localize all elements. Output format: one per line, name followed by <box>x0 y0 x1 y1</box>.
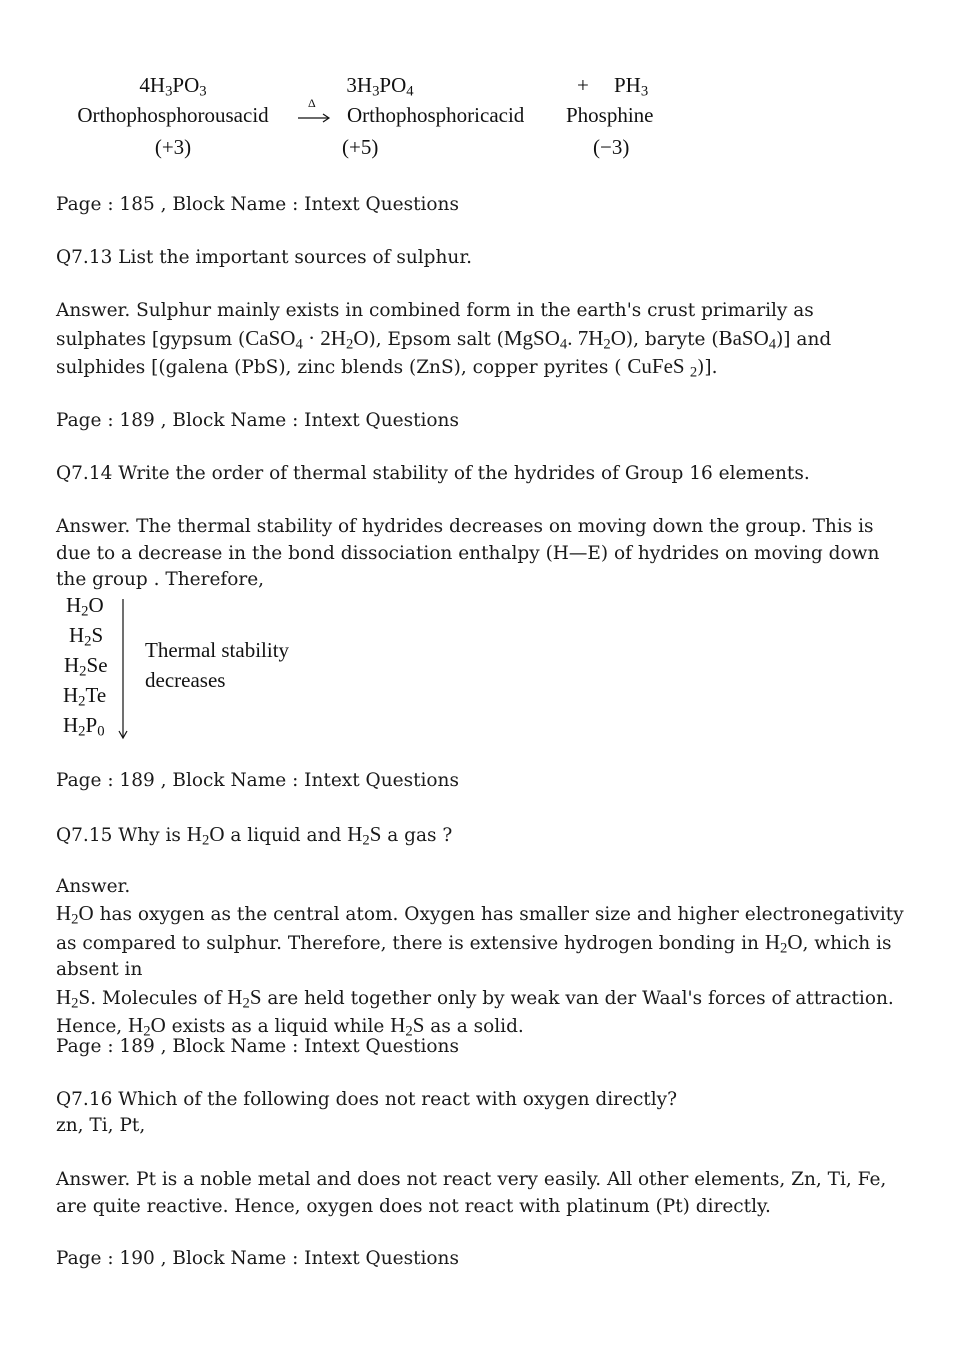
down-arrow-icon <box>116 597 130 743</box>
answer-7-14: Answer. The thermal stability of hydrides decreases on moving down the group. This is due to a decrease in the bond dissociation enthalpy (H—E) of hydrides on moving down the group . Therefore, <box>56 516 880 590</box>
hydride-h2po: $H_2P_0$ <box>63 713 105 740</box>
page-reference: Page : 185 , Block Name : Intext Questions <box>56 194 459 215</box>
question-7-16: Q7.16 Which of the following does not react with oxygen directly? <box>56 1089 678 1110</box>
page-reference: Page : 190 , Block Name : Intext Questions <box>56 1248 459 1269</box>
reactant-formula: $4H_3PO_3$ <box>139 73 207 100</box>
answer-7-16: Answer. Pt is a noble metal and does not react very easily. All other elements, Zn, Ti, Fe, are quite reactive. Hence, oxygen does not react with platinum (Pt) directly. <box>56 1169 887 1217</box>
page-reference: Page : 189 , Block Name : Intext Questions <box>56 410 459 431</box>
hydride-h2se: $H_2Se$ <box>64 653 108 680</box>
page-reference: Page : 189 , Block Name : Intext Questions <box>56 770 459 791</box>
heat-symbol: Δ <box>308 96 316 110</box>
options-7-16: zn, Ti, Pt, <box>56 1115 146 1136</box>
product1-name: Orthophosphoricacid <box>347 103 525 127</box>
product1-oxidation-state: (+5) <box>342 135 379 159</box>
answer-7-15: $H_2O$ has oxygen as the central atom. Oxygen has smaller size and higher electronegativity as compared to sulphur. Therefore, there is extensive hydrogen bonding in $H_2O$, which is absent in $H_2S$. Molecules of $H_2S$ are held together only by weak van der Waal's forces of attraction. Hence, $H_2O$ exists as a liquid while $H_2S$ as a solid. <box>56 901 904 1040</box>
reaction-arrow <box>296 98 332 128</box>
product1-formula: $3H_3PO_4$ <box>346 73 414 100</box>
question-7-15: Q7.15 Why is $H_2O$ a liquid and $H_2S$ a gas ? <box>56 822 453 849</box>
trend-label-line1: Thermal stability <box>145 638 290 662</box>
hydride-h2te: $H_2Te$ <box>63 683 107 710</box>
hydride-h2o: $H_2O$ <box>66 593 104 620</box>
question-7-13: Q7.13 List the important sources of sulphur. <box>56 247 473 268</box>
reactant-oxidation-state: (+3) <box>154 135 192 159</box>
product2-oxidation-state: (−3) <box>593 135 630 159</box>
page-reference: Page : 189 , Block Name : Intext Questions <box>56 1036 459 1057</box>
reactant-name: Orthophosphorousacid <box>77 103 269 127</box>
product2-formula: $PH_3$ <box>614 73 649 100</box>
plus-sign: + <box>577 73 589 97</box>
hydride-h2s: $H_2S$ <box>69 623 104 650</box>
answer-7-13: Answer. Sulphur mainly exists in combined form in the earth's crust primarily as sulphates [gypsum (CaSO$_4$ · $2H_2O$), Epsom salt (MgSO$_4$. $7H_2O$), baryte (BaSO$_4$)] and sulphides [(galena (PbS), zinc blends (ZnS), copper pyrites ( CuFeS $_2$)]. <box>56 300 832 381</box>
trend-label-line2: decreases <box>145 668 226 692</box>
answer-label-7-15: Answer. <box>56 876 131 897</box>
product2-name: Phosphine <box>566 103 654 127</box>
question-7-14: Q7.14 Write the order of thermal stability of the hydrides of Group 16 elements. <box>56 463 810 484</box>
